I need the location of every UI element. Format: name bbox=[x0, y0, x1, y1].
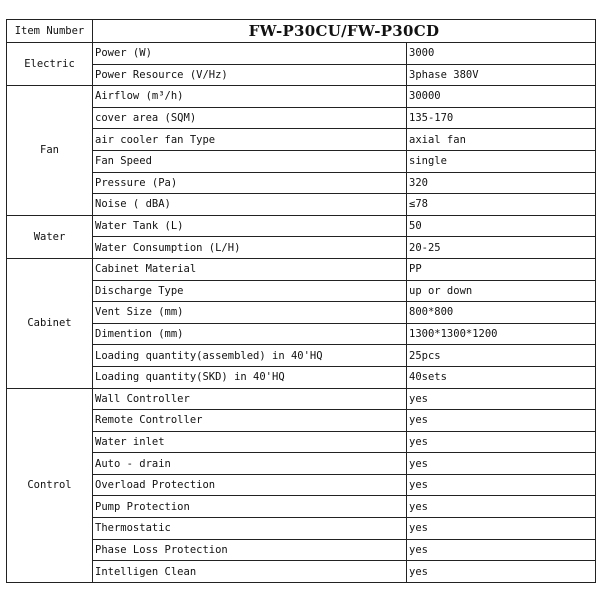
table-row bbox=[7, 410, 596, 432]
parameter-value: yes bbox=[407, 410, 596, 432]
parameter-name: Overload Protection bbox=[93, 474, 407, 496]
table-row bbox=[7, 129, 596, 151]
table-row bbox=[7, 518, 596, 540]
table-row bbox=[7, 150, 596, 172]
parameter-value: yes bbox=[407, 539, 596, 561]
parameter-value: 30000 bbox=[407, 86, 596, 108]
table-row bbox=[7, 172, 596, 194]
parameter-name: Water Tank (L) bbox=[93, 215, 407, 237]
table-row bbox=[7, 237, 596, 259]
parameter-name: Loading quantity(assembled) in 40'HQ bbox=[93, 345, 407, 367]
parameter-name: Pressure (Pa) bbox=[93, 172, 407, 194]
table-row bbox=[7, 194, 596, 216]
table-row bbox=[7, 453, 596, 475]
parameter-value: 320 bbox=[407, 172, 596, 194]
table-row bbox=[7, 302, 596, 324]
table-row bbox=[7, 474, 596, 496]
parameter-value: 25pcs bbox=[407, 345, 596, 367]
parameter-value: yes bbox=[407, 431, 596, 453]
parameter-name: Airflow (m³/h) bbox=[93, 86, 407, 108]
parameter-name: air cooler fan Type bbox=[93, 129, 407, 151]
parameter-name: Discharge Type bbox=[93, 280, 407, 302]
parameter-value: axial fan bbox=[407, 129, 596, 151]
parameter-name: Auto - drain bbox=[93, 453, 407, 475]
table-row bbox=[7, 43, 596, 65]
parameter-name: Thermostatic bbox=[93, 518, 407, 540]
table-row bbox=[7, 496, 596, 518]
spec-table-body bbox=[7, 20, 596, 583]
parameter-name: Cabinet Material bbox=[93, 258, 407, 280]
parameter-name: Power (W) bbox=[93, 43, 407, 65]
parameter-name: Pump Protection bbox=[93, 496, 407, 518]
table-row bbox=[7, 215, 596, 237]
parameter-name: Noise ( dBA) bbox=[93, 194, 407, 216]
table-row bbox=[7, 539, 596, 561]
parameter-name: Power Resource (V/Hz) bbox=[93, 64, 407, 86]
parameter-value: yes bbox=[407, 561, 596, 583]
table-row bbox=[7, 366, 596, 388]
parameter-value: 135-170 bbox=[407, 107, 596, 129]
parameter-value: up or down bbox=[407, 280, 596, 302]
parameter-value: 3phase 380V bbox=[407, 64, 596, 86]
table-row bbox=[7, 431, 596, 453]
parameter-name: Wall Controller bbox=[93, 388, 407, 410]
table-row bbox=[7, 258, 596, 280]
parameter-value: yes bbox=[407, 518, 596, 540]
spec-sheet bbox=[6, 19, 595, 583]
parameter-value: 50 bbox=[407, 215, 596, 237]
header-row bbox=[7, 20, 596, 43]
item-number-label: Item Number bbox=[7, 20, 93, 43]
group-label-electric: Electric bbox=[7, 43, 93, 86]
parameter-value: yes bbox=[407, 474, 596, 496]
parameter-name: Remote Controller bbox=[93, 410, 407, 432]
table-row bbox=[7, 388, 596, 410]
table-row bbox=[7, 323, 596, 345]
parameter-value: ≤78 bbox=[407, 194, 596, 216]
parameter-value: yes bbox=[407, 453, 596, 475]
table-row bbox=[7, 107, 596, 129]
group-label-water: Water bbox=[7, 215, 93, 258]
parameter-value: 40sets bbox=[407, 366, 596, 388]
table-row bbox=[7, 561, 596, 583]
parameter-value: 3000 bbox=[407, 43, 596, 65]
table-row bbox=[7, 280, 596, 302]
group-label-control: Control bbox=[7, 388, 93, 582]
parameter-name: Water Consumption (L/H) bbox=[93, 237, 407, 259]
parameter-name: Water inlet bbox=[93, 431, 407, 453]
model-number: FW-P30CU/FW-P30CD bbox=[93, 20, 596, 43]
parameter-name: Fan Speed bbox=[93, 150, 407, 172]
parameter-name: Loading quantity(SKD) in 40'HQ bbox=[93, 366, 407, 388]
table-row bbox=[7, 345, 596, 367]
table-row bbox=[7, 64, 596, 86]
group-label-fan: Fan bbox=[7, 86, 93, 216]
parameter-value: PP bbox=[407, 258, 596, 280]
table-row bbox=[7, 86, 596, 108]
parameter-name: Vent Size (mm) bbox=[93, 302, 407, 324]
parameter-name: Dimention (mm) bbox=[93, 323, 407, 345]
parameter-name: Intelligen Clean bbox=[93, 561, 407, 583]
parameter-value: 800*800 bbox=[407, 302, 596, 324]
group-label-cabinet: Cabinet bbox=[7, 258, 93, 388]
parameter-value: 20-25 bbox=[407, 237, 596, 259]
parameter-value: yes bbox=[407, 496, 596, 518]
spec-table bbox=[6, 19, 596, 583]
parameter-name: cover area (SQM) bbox=[93, 107, 407, 129]
parameter-value: single bbox=[407, 150, 596, 172]
parameter-value: 1300*1300*1200 bbox=[407, 323, 596, 345]
parameter-value: yes bbox=[407, 388, 596, 410]
parameter-name: Phase Loss Protection bbox=[93, 539, 407, 561]
